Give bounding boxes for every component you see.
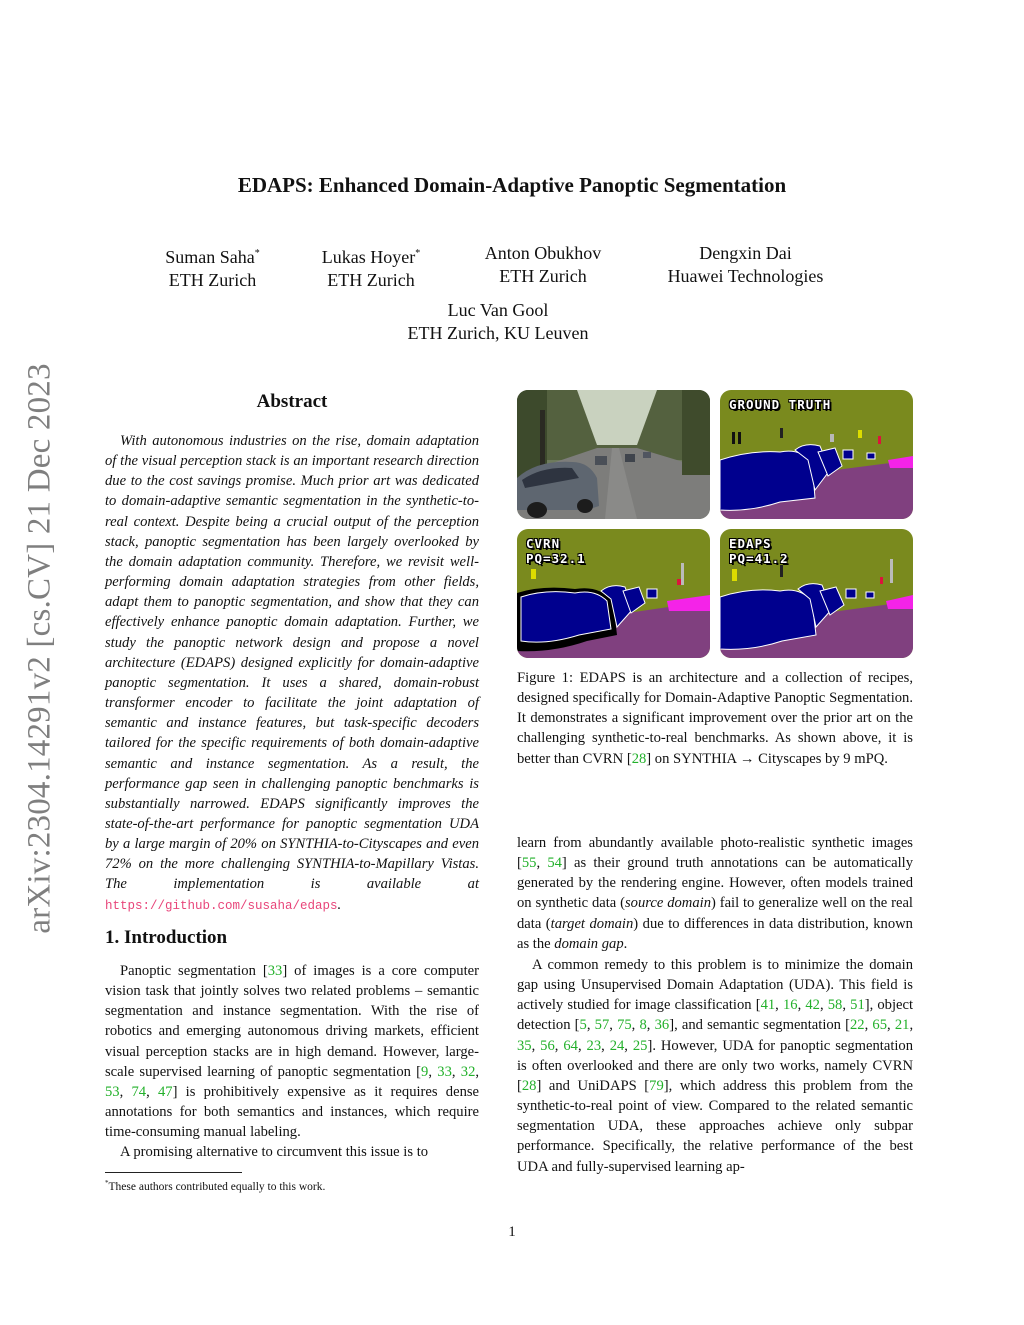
citation-link[interactable]: 25: [632, 1037, 648, 1054]
author-block-5: [362, 299, 634, 345]
intro-paragraph-2-continued: learn from abundantly available photo-realistic synthetic images [55, 54] as their ground truth annotations can be automatically generated by the rendering engine. However, often models trained on synthetic data (source domain) fail to generalize well on the real data (target domain) due to differences in data distribution, known as the domain gap.: [517, 835, 913, 952]
abstract-body: With autonomous industries on the rise, domain adaptation of the visual perception stack is an important research direction due to the cost savings promise. Much prior art was dedicated to domain-adaptive semantic segmentation in the synthetic-to-real context. Despite being a crucial output of the perception stack, panoptic segmentation has been largely overlooked by the domain adaptation community. Therefore, we revisit well-performing domain adaptation strategies from other fields, adapt them to panoptic segmentation, and show that they can effectively enhance panoptic domain adaptation. Further, we study the panoptic network design and propose a novel architecture (EDAPS) designed explicitly for domain-adaptive panoptic segmentation. It uses a shared, domain-robust transformer encoder to facilitate the joint adaptation of semantic and instance features, but task-specific decoders tailored for the specific requirements of both domain-adaptive semantic and instance segmentation. As a result, the performance gap seen in challenging panoptic benchmarks is substantially narrowed. EDAPS significantly improves the state-of-the-art performance for panoptic segmentation UDA by a large margin of 20% on SYNTHIA-to-Cityscapes and even 72% on the more challenging SYNTHIA-to-Mapillary Vistas. The implementation is available at https://github.com/susaha/edaps.: [105, 433, 479, 913]
panel-label-cvrn: CVRN PQ=32.1: [526, 536, 586, 566]
citation-link[interactable]: 36: [654, 1017, 670, 1034]
ground-truth-panel: [720, 390, 913, 519]
footnote: *These authors contributed equally to this work.: [105, 1179, 326, 1193]
author-name: Dengxin Dai: [699, 243, 792, 263]
emphasis: source domain: [625, 895, 711, 912]
citation-link[interactable]: 33: [437, 1063, 452, 1080]
citation-link[interactable]: 5: [579, 1017, 587, 1034]
intro-paragraph-3: A common remedy to this problem is to minimize the domain gap using Unsupervised Domain Adaptation (UDA). This field is actively studied for image classification [41, 16, 42, 58, 51], object detection [5, 57, 75, 8, 36], and semantic segmentation [22, 65, 21, 35, 56, 64, 23, 24, 25]. However, UDA for panoptic segmentation is often overlooked and there are only two works, namely CVRN [28] and UniDAPS [79], which address this problem from the synthetic-to-real point of view. Compared to the related semantic segmentation UDA, these approaches achieve only subpar performance. Specifically, the relative performance of the best UDA and fully-supervised learning ap-: [517, 957, 914, 1175]
footnote-rule: [105, 1172, 242, 1173]
author-affiliation: ETH Zurich: [499, 266, 587, 286]
citation-link[interactable]: 51: [850, 997, 865, 1014]
citation-link[interactable]: 79: [649, 1077, 664, 1094]
citation-link[interactable]: 22: [850, 1017, 865, 1034]
citation-link[interactable]: 9: [421, 1063, 429, 1080]
citation-link[interactable]: 32: [460, 1063, 476, 1080]
author-block-1: [150, 242, 275, 292]
citation-link[interactable]: 28: [521, 1077, 537, 1094]
citation-link[interactable]: 54: [547, 855, 562, 872]
author-block-2: [306, 242, 436, 292]
citation-link[interactable]: 35: [517, 1037, 532, 1054]
cvrn-panel: [517, 529, 710, 658]
citation-link[interactable]: 55: [521, 855, 537, 872]
citation-link[interactable]: 21: [894, 1017, 910, 1034]
author-name: Lukas Hoyer: [321, 247, 416, 267]
author-block-3: [472, 242, 614, 288]
citation-link[interactable]: 8: [639, 1017, 647, 1034]
author-name: Luc Van Gool: [447, 300, 549, 320]
citation-link[interactable]: 65: [872, 1017, 888, 1034]
panel-label-edaps: EDAPS PQ=41.2: [729, 536, 789, 566]
citation-link[interactable]: 75: [617, 1017, 632, 1034]
citation-link[interactable]: 33: [267, 963, 283, 979]
emphasis: domain gap: [554, 935, 624, 952]
citation-link[interactable]: 64: [563, 1037, 578, 1054]
citation-link[interactable]: 42: [805, 997, 820, 1014]
citation-link[interactable]: 16: [782, 997, 798, 1014]
equal-contribution-mark: *: [415, 248, 421, 259]
citation-link[interactable]: 24: [609, 1037, 625, 1054]
emphasis: target domain: [550, 915, 634, 932]
author-affiliation: ETH Zurich: [327, 270, 415, 290]
citation-link[interactable]: 28: [631, 750, 647, 767]
author-affiliation: ETH Zurich: [168, 270, 257, 290]
citation-link[interactable]: 41: [760, 997, 776, 1014]
citation-link[interactable]: 56: [540, 1037, 555, 1054]
paper-title: EDAPS: Enhanced Domain-Adaptive Panoptic Segmentation: [237, 173, 787, 197]
citation-link[interactable]: 53: [105, 1083, 120, 1100]
panel-label-ground-truth: GROUND TRUTH: [729, 397, 832, 412]
street-photo: [517, 390, 710, 519]
intro-paragraph-1: Panoptic segmentation [33] of images is a core computer vision task that jointly solves two related problems – semantic segmentation and instance segmentation. With the rise of robotics and emerging autonomous driving markets, efficient visual perception stacks are in high demand. However, large-scale supervised learning of panoptic segmentation [9, 33, 32, 53, 74, 47] is prohibitively expensive as it requires dense annotations for both semantics and instances, which require time-consuming manual labeling.: [105, 963, 480, 1141]
arxiv-identifier: arXiv:2304.14291v2 [cs.CV] 21 Dec 2023: [21, 362, 58, 934]
section-heading-introduction: 1. Introduction: [105, 927, 228, 948]
author-block-4: [648, 242, 843, 288]
equal-contribution-mark: *: [254, 248, 260, 259]
citation-link[interactable]: 47: [157, 1083, 173, 1100]
author-affiliation: ETH Zurich, KU Leuven: [407, 323, 589, 343]
code-link[interactable]: https://github.com/susaha/edaps: [105, 898, 338, 913]
page-number: 1: [508, 1224, 516, 1240]
abstract-heading: Abstract: [256, 391, 328, 412]
figure-caption: Figure 1: EDAPS is an architecture and a collection of recipes, designed specifically for Domain-Adaptive Panoptic Segmentation. It demonstrates a significant improvement over the prior art on the challenging synthetic-to-real benchmarks. As shown above, it is better than CVRN [28] on SYNTHIA → Cityscapes by 9 mPQ.: [517, 670, 913, 767]
author-name: Anton Obukhov: [484, 243, 602, 263]
citation-link[interactable]: 23: [586, 1037, 602, 1054]
edaps-panel: [720, 529, 913, 658]
author-name: Suman Saha: [165, 247, 255, 267]
citation-link[interactable]: 57: [594, 1017, 610, 1034]
intro-paragraph-2-start: A promising alternative to circumvent this issue is to: [120, 1144, 429, 1160]
citation-link[interactable]: 58: [827, 997, 843, 1014]
author-affiliation: Huawei Technologies: [667, 266, 824, 286]
figure-1: [517, 390, 913, 660]
citation-link[interactable]: 74: [131, 1083, 147, 1100]
